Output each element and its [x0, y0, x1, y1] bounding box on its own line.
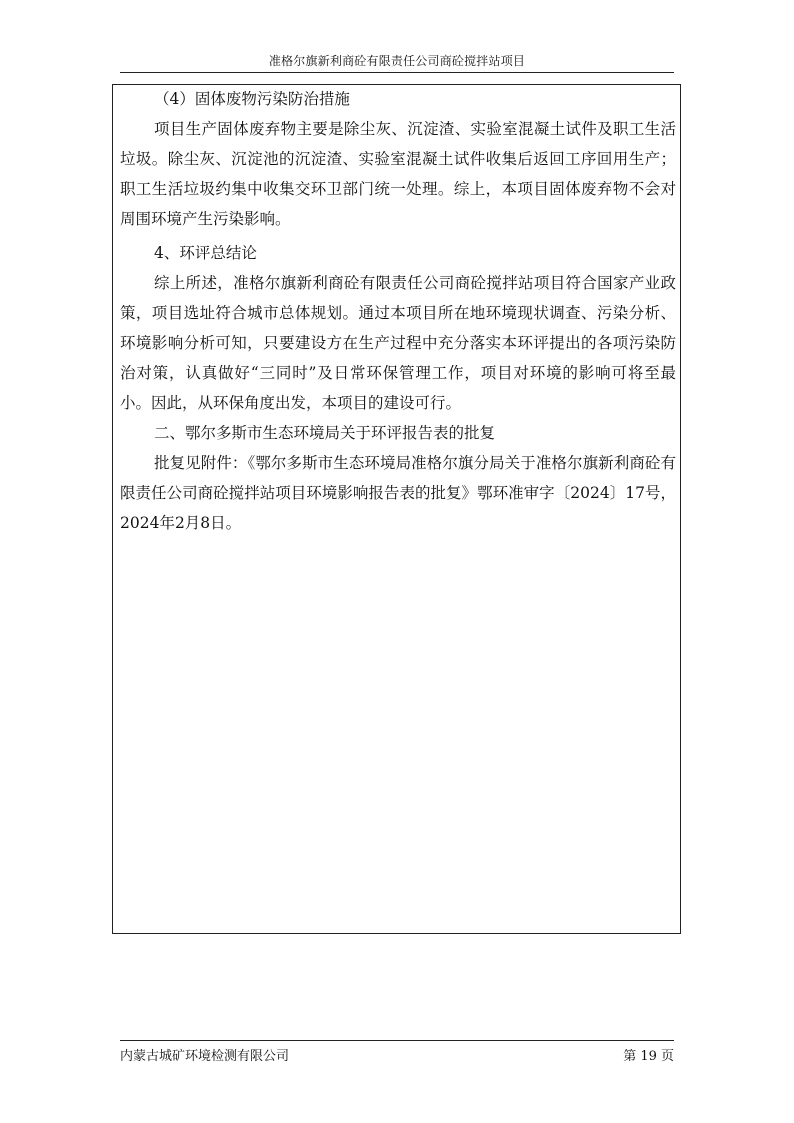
footer-page-number: 第 19 页 — [623, 1049, 674, 1064]
document-body — [120, 84, 676, 538]
footer-company: 内蒙古城矿环境检测有限公司 — [120, 1049, 290, 1064]
approval-heading: 二、鄂尔多斯市生态环境局关于环评报告表的批复 — [154, 424, 496, 442]
page-header-title: 准格尔旗新利商砼有限责任公司商砼搅拌站项目 — [268, 54, 526, 68]
solid-waste-heading: （4）固体废物污染防治措施 — [154, 90, 350, 108]
approval-paragraph: 批复见附件：《鄂尔多斯市生态环境局准格尔旗分局关于准格尔旗新利商砼有限责任公司商砼搅拌站项目环境影响报告表的批复》鄂环准审字〔2024〕17号，2024年2月8日。 — [120, 454, 676, 532]
solid-waste-paragraph: 项目生产固体废弃物主要是除尘灰、沉淀渣、实验室混凝土试件及职工生活垃圾。除尘灰、沉淀池的沉淀渣、实验室混凝土试件收集后返回工序回用生产；职工生活垃圾约集中收集交环卫部门统一处理。综上，本项目固体废弃物不会对周围环境产生污染影响。 — [120, 120, 676, 228]
footer-divider — [120, 1040, 674, 1041]
conclusion-heading: 4、环评总结论 — [154, 244, 257, 262]
conclusion-paragraph: 综上所述，准格尔旗新利商砼有限责任公司商砼搅拌站项目符合国家产业政策，项目选址符合城市总体规划。通过本项目所在地环境现状调查、污染分析、环境影响分析可知，只要建设方在生产过程中充分落实本环评提出的各项污染防治对策，认真做好“三同时”及日常环保管理工作，项目对环境的影响可将至最小。因此，从环保角度出发，本项目的建设可行。 — [120, 274, 676, 412]
header-divider — [120, 72, 674, 73]
